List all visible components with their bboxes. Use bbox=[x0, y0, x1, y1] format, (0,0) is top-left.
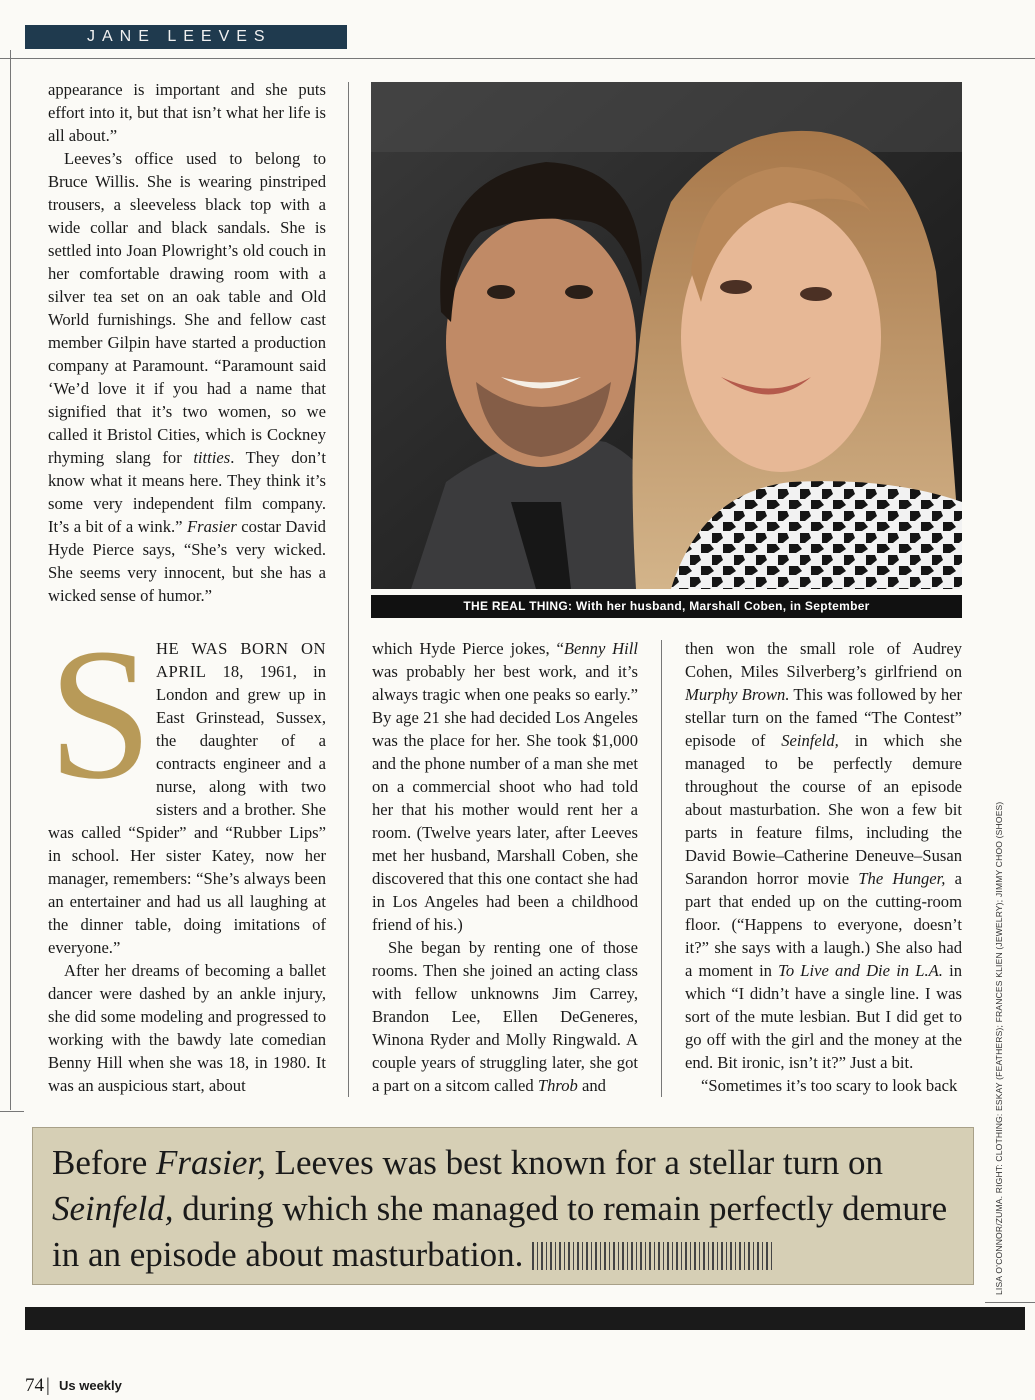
page-number: 74 | bbox=[25, 1375, 50, 1396]
paragraph: After her dreams of becoming a ballet dancer were dashed by an ankle injury, she did some modeling and progressed to working with the bawdy late comedian Benny Hill when she was 18, in 1980. It was an auspicious start, about bbox=[48, 961, 326, 1095]
column-divider bbox=[348, 82, 349, 1097]
drop-cap: S bbox=[48, 609, 153, 818]
paragraph: Leeves’s office used to belong to Bruce Willis. She is wearing pinstriped trousers, a sleeveless black top with a wide collar and black sandals. She is settled into Joan Plowright’s old couch in her comfortable drawing room with a silver tea set on an oak table and Old World furnishings. She and fellow cast member Gilpin have started a production company at Paramount. “Paramount said ‘We’d love it if you had a name that signified that it’s two women, so we called it Bristol Cities, which is Cockney rhyming slang for titties. They don’t know what it means here. They think it’s some very independent film company. It’s a bit of a wink.” Frasier costar David Hyde Pierce says, “She’s very wicked. She seems very innocent, but she has a wicked sense of humor.” bbox=[48, 149, 326, 605]
photo-caption: THE REAL THING: With her husband, Marshall Coben, in September bbox=[371, 595, 962, 618]
paragraph: which Hyde Pierce jokes, “Benny Hill was probably her best work, and it’s always tragic when one peaks so early.” By age 21 she had decided Los Angeles was the place for her. She took $1,000 and the phone number of a man she met on a commercial shoot who had told her that his mother would rent her a room. (Twelve years later, after Leeves met her husband, Marshall Coben, she discovered that this one contact she had in Los Angeles had been a childhood friend of his.) bbox=[372, 639, 638, 934]
column-1-bottom bbox=[48, 609, 326, 1097]
photo-credit: LISA O’CONNOR/ZUMA. RIGHT: CLOTHING: ESKAY (FEATHERS); FRANCES KLIEN (JEWELRY); JIMMY CHOO (SHOES) bbox=[994, 801, 1004, 1295]
column-1-top bbox=[48, 78, 326, 607]
magazine-brand: Us weekly bbox=[59, 1378, 122, 1393]
footer-bar bbox=[25, 1307, 1025, 1330]
paragraph: appearance is important and she puts effort into it, but that isn’t what her life is all about.” bbox=[48, 80, 326, 145]
barcode-ornament bbox=[532, 1242, 774, 1270]
lower-right-rule bbox=[985, 1302, 1035, 1303]
column-3 bbox=[685, 637, 962, 1097]
paragraph: then won the small role of Audrey Cohen, Miles Silverberg’s girlfriend on Murphy Brown. This was followed by her stellar turn on the famed “The Contest” episode of Seinfeld, in which she managed to be perfectly demure throughout the course of an episode about masturbation. She won a few bit parts in feature films, including the David Bowie–Catherine Deneuve–Susan Sarandon horror movie The Hunger, a part that ended up on the cutting-room floor. (“Happens to everyone, doesn’t it?” she says with a laugh.) She also had a moment in To Live and Die in L.A. in which “I didn’t have a single line. I was sort of the mute lesbian. But I did get to go off with the girl and the money at the end. Bit ironic, isn’t it?” Just a bit. bbox=[685, 639, 963, 1072]
paragraph: “Sometimes it’s too scary to look back bbox=[701, 1076, 958, 1095]
couple-photo bbox=[371, 82, 962, 589]
top-rule bbox=[0, 58, 1035, 59]
section-header: JANE LEEVES bbox=[25, 25, 347, 49]
pullquote-text: Before Frasier, Leeves was best known for a stellar turn on Seinfeld, during which she managed to remain perfectly demure in an episode about masturbation. bbox=[52, 1143, 948, 1274]
column-divider bbox=[661, 640, 662, 1097]
paragraph: She began by renting one of those rooms. Then she joined an acting class with fellow unknowns Jim Carrey, Brandon Lee, Ellen DeGeneres, Winona Ryder and Molly Ringwald. A couple years of struggling later, she got a part on a sitcom called Throb and bbox=[372, 938, 638, 1095]
mid-left-rule bbox=[0, 1111, 24, 1112]
paragraph: SHE WAS BORN ON APRIL 18, 1961, in London and grew up in East Grinstead, Sussex, the daughter of a contracts engineer and a nurse, along with two sisters and a brother. She was called “Spider” and “Rubber Lips” in school. Her sister Katey, now her manager, remembers: “She’s always been an entertainer and had us all laughing at the dinner table, doing imitations of everyone.” bbox=[48, 609, 326, 957]
left-margin-rule bbox=[10, 50, 11, 1110]
column-2 bbox=[372, 637, 638, 1097]
photo-illustration bbox=[371, 82, 962, 589]
